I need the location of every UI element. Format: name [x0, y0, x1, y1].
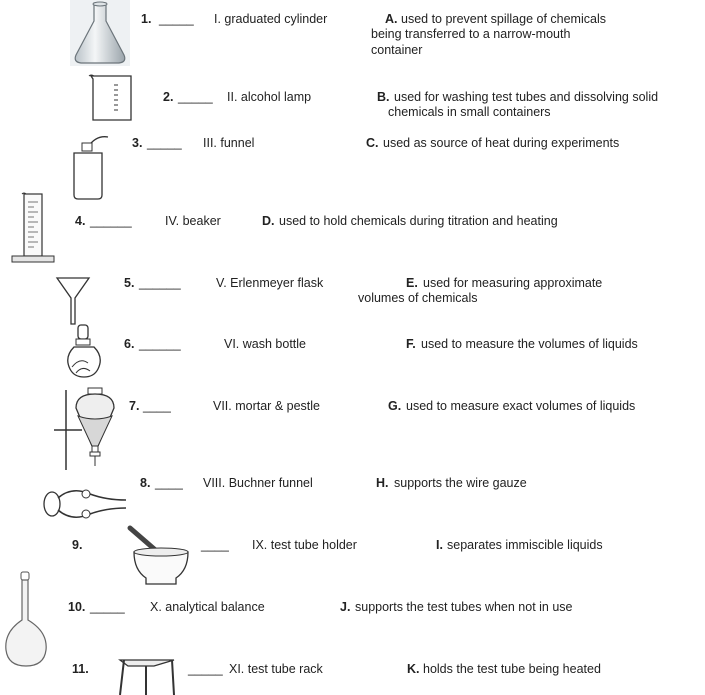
item-label: I. graduated cylinder [214, 12, 328, 26]
question-number: 9. [72, 538, 83, 552]
description-text-line3: container [371, 43, 423, 57]
erlenmeyer-flask-image [70, 0, 130, 66]
description-text: used as source of heat during experiments [383, 136, 620, 150]
alcohol-lamp-image [64, 323, 104, 381]
question-number: 6. [124, 337, 135, 351]
beaker-image [88, 73, 136, 123]
description-text: used for washing test tubes and dissolving solid [394, 90, 659, 104]
answer-blank[interactable]: _____ [188, 662, 223, 676]
wash-bottle-image [68, 133, 110, 201]
item-label: II. alcohol lamp [227, 90, 312, 104]
question-number: 1. [141, 12, 152, 26]
item-label: VII. mortar & pestle [213, 399, 320, 413]
description-text: supports the wire gauze [394, 476, 527, 490]
description-letter: G. [388, 399, 402, 413]
question-number: 7. [129, 399, 140, 413]
description-text: used to prevent spillage of chemicals [401, 12, 606, 26]
question-number: 11. [72, 662, 89, 676]
mortar-and-pestle-image [124, 524, 194, 588]
description-letter: F. [406, 337, 416, 351]
answer-blank[interactable]: ____ [143, 399, 171, 413]
question-number: 2. [163, 90, 174, 104]
item-label: IV. beaker [165, 214, 221, 228]
question-number: 4. [75, 214, 86, 228]
answer-blank[interactable]: _____ [147, 136, 182, 150]
description-letter: A. [385, 12, 398, 26]
description-letter: J. [340, 600, 351, 614]
description-letter: B. [377, 90, 390, 104]
volumetric-flask-image [2, 570, 50, 668]
question-number: 8. [140, 476, 151, 490]
description-text: separates immiscible liquids [447, 538, 603, 552]
item-label: III. funnel [203, 136, 255, 150]
question-number: 5. [124, 276, 135, 290]
item-label: VIII. Buchner funnel [203, 476, 313, 490]
description-letter: I. [436, 538, 443, 552]
description-text-line2: chemicals in small containers [388, 105, 551, 119]
item-label: VI. wash bottle [224, 337, 306, 351]
description-text-line2: volumes of chemicals [358, 291, 478, 305]
answer-blank[interactable]: _____ [159, 12, 194, 26]
item-label: XI. test tube rack [229, 662, 323, 676]
description-letter: K. [407, 662, 420, 676]
question-number: 3. [132, 136, 143, 150]
description-letter: C. [366, 136, 379, 150]
description-letter: E. [406, 276, 418, 290]
item-label: IX. test tube holder [252, 538, 357, 552]
description-text: used to hold chemicals during titration and heating [279, 214, 558, 228]
answer-blank[interactable]: _____ [90, 600, 125, 614]
answer-blank[interactable]: _____ [178, 90, 213, 104]
description-text: holds the test tube being heated [423, 662, 601, 676]
description-text: used to measure the volumes of liquids [421, 337, 638, 351]
separatory-funnel-image [52, 386, 122, 472]
description-text: used for measuring approximate [423, 276, 603, 290]
answer-blank[interactable]: ______ [139, 276, 181, 290]
funnel-image [55, 275, 91, 327]
answer-blank[interactable]: ____ [201, 538, 229, 552]
description-letter: D. [262, 214, 275, 228]
answer-blank[interactable]: ______ [139, 337, 181, 351]
description-text: used to measure exact volumes of liquids [406, 399, 636, 413]
answer-blank[interactable]: ____ [155, 476, 183, 490]
answer-blank[interactable]: ______ [90, 214, 132, 228]
test-tube-holder-image [42, 484, 130, 524]
item-label: X. analytical balance [150, 600, 265, 614]
description-text: supports the test tubes when not in use [355, 600, 573, 614]
graduated-cylinder-image [10, 192, 56, 264]
description-letter: H. [376, 476, 389, 490]
description-text-line2: being transferred to a narrow-mouth [371, 27, 571, 41]
tripod-stand-image [116, 654, 178, 695]
item-label: V. Erlenmeyer flask [216, 276, 324, 290]
question-number: 10. [68, 600, 86, 614]
